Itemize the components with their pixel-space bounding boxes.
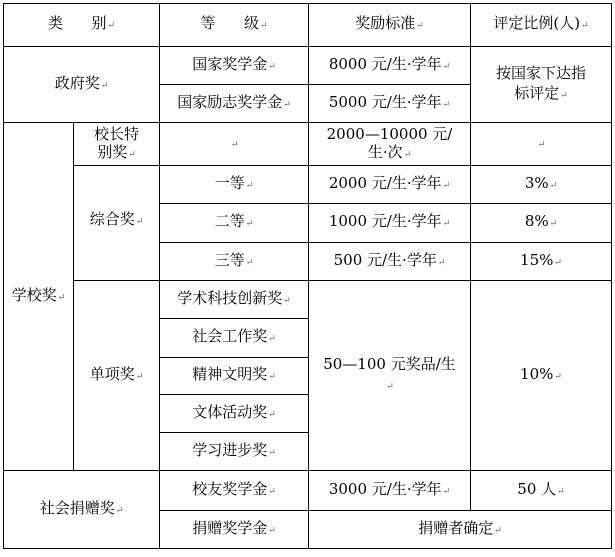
- paragraph-mark-icon: ↵: [581, 21, 589, 31]
- header-standard: 奖励标准↵: [309, 4, 471, 47]
- paragraph-mark-icon: ↵: [554, 371, 562, 382]
- paragraph-mark-icon: ↵: [135, 371, 144, 382]
- composite-standard: 500 元/生·学年↵: [309, 243, 471, 281]
- table-row: [4, 281, 612, 319]
- composite-ratio: 15%↵: [471, 243, 612, 281]
- scholarship-table: [3, 3, 612, 549]
- paragraph-mark-icon: ↵: [268, 372, 276, 382]
- paragraph-mark-icon: ↵: [268, 334, 276, 344]
- paragraph-mark-icon: ↵: [268, 486, 276, 497]
- table-row: [4, 47, 612, 85]
- paragraph-mark-icon: ↵: [554, 257, 562, 268]
- paragraph-mark-icon: ↵: [494, 525, 502, 536]
- gov-category: 政府奖↵: [4, 47, 160, 123]
- principal-award: 校长特别奖↵: [74, 123, 160, 166]
- single-award: 单项奖↵: [74, 281, 160, 471]
- header-ratio: 评定比例(人)↵: [471, 4, 612, 47]
- composite-ratio: 3%↵: [471, 166, 612, 204]
- paragraph-mark-icon: ↵: [260, 21, 268, 31]
- principal-ratio: [471, 123, 612, 166]
- gov-standard: 5000 元/生·学年↵: [309, 85, 471, 123]
- single-level: 精神文明奖↵: [160, 358, 309, 395]
- paragraph-mark-icon: ↵: [245, 257, 254, 268]
- paragraph-mark-icon: ↵: [115, 505, 124, 516]
- gov-level: 国家励志奖学金↵: [160, 85, 309, 123]
- paragraph-mark-icon: ↵: [442, 180, 451, 191]
- paragraph-mark-icon: ↵: [386, 382, 394, 392]
- composite-standard: 1000 元/生·学年↵: [309, 204, 471, 243]
- table-row: [4, 471, 612, 511]
- paragraph-mark-icon: ↵: [245, 180, 254, 191]
- donation-standard: 3000 元/生·学年↵: [309, 471, 471, 511]
- paragraph-mark-icon: ↵: [128, 149, 136, 160]
- single-level: 文体活动奖↵: [160, 395, 309, 433]
- gov-ratio: 按国家下达指标评定↵: [471, 47, 612, 123]
- paragraph-mark-icon: ↵: [442, 99, 451, 110]
- paragraph-mark-icon: ↵: [442, 219, 451, 229]
- gov-level: 国家奖学金↵: [160, 47, 309, 85]
- paragraph-mark-icon: ↵: [549, 219, 558, 229]
- paragraph-mark-icon: ↵: [230, 140, 239, 150]
- donation-ratio: 50 人↵: [471, 471, 612, 511]
- single-ratio: 10%↵: [471, 281, 612, 471]
- principal-level: [160, 123, 309, 166]
- paragraph-mark-icon: ↵: [245, 219, 254, 229]
- paragraph-mark-icon: ↵: [283, 295, 291, 306]
- paragraph-mark-icon: ↵: [560, 91, 568, 101]
- paragraph-mark-icon: ↵: [135, 217, 144, 227]
- single-standard: 50—100 元奖品/生↵: [309, 281, 471, 471]
- composite-standard: 2000 元/生·学年↵: [309, 166, 471, 204]
- paragraph-mark-icon: ↵: [57, 292, 66, 303]
- paragraph-mark-icon: ↵: [268, 447, 276, 458]
- paragraph-mark-icon: ↵: [416, 21, 424, 31]
- composite-ratio: 8%↵: [471, 204, 612, 243]
- paragraph-mark-icon: ↵: [107, 21, 116, 31]
- single-level: 学术科技创新奖↵: [160, 281, 309, 319]
- paragraph-mark-icon: ↵: [442, 61, 451, 72]
- composite-level: 三等↵: [160, 243, 309, 281]
- paragraph-mark-icon: ↵: [100, 80, 109, 91]
- table-row: [4, 166, 612, 204]
- paragraph-mark-icon: ↵: [268, 61, 276, 72]
- composite-level: 二等↵: [160, 204, 309, 243]
- single-level: 学习进步奖↵: [160, 433, 309, 471]
- paragraph-mark-icon: ↵: [268, 525, 276, 536]
- table-row: [4, 123, 612, 166]
- header-category: 类 别↵: [4, 4, 160, 47]
- principal-standard: 2000—10000 元/生·次↵: [309, 123, 471, 166]
- paragraph-mark-icon: ↵: [549, 180, 558, 191]
- single-level: 社会工作奖↵: [160, 319, 309, 358]
- donation-level: 捐赠奖学金↵: [160, 511, 309, 549]
- paragraph-mark-icon: ↵: [437, 257, 446, 268]
- donation-merged: 捐赠者确定↵: [309, 511, 612, 549]
- donation-level: 校友奖学金↵: [160, 471, 309, 511]
- paragraph-mark-icon: ↵: [442, 486, 451, 497]
- header-level: 等 级↵: [160, 4, 309, 47]
- composite-award: 综合奖↵: [74, 166, 160, 281]
- gov-standard: 8000 元/生·学年↵: [309, 47, 471, 85]
- paragraph-mark-icon: ↵: [283, 99, 291, 110]
- paragraph-mark-icon: ↵: [537, 140, 546, 150]
- header-row: [4, 4, 612, 47]
- school-category: 学校奖↵: [4, 123, 74, 471]
- paragraph-mark-icon: ↵: [403, 149, 412, 160]
- paragraph-mark-icon: ↵: [268, 409, 276, 420]
- composite-level: 一等↵: [160, 166, 309, 204]
- paragraph-mark-icon: ↵: [557, 486, 565, 497]
- donation-category: 社会捐赠奖↵: [4, 471, 160, 549]
